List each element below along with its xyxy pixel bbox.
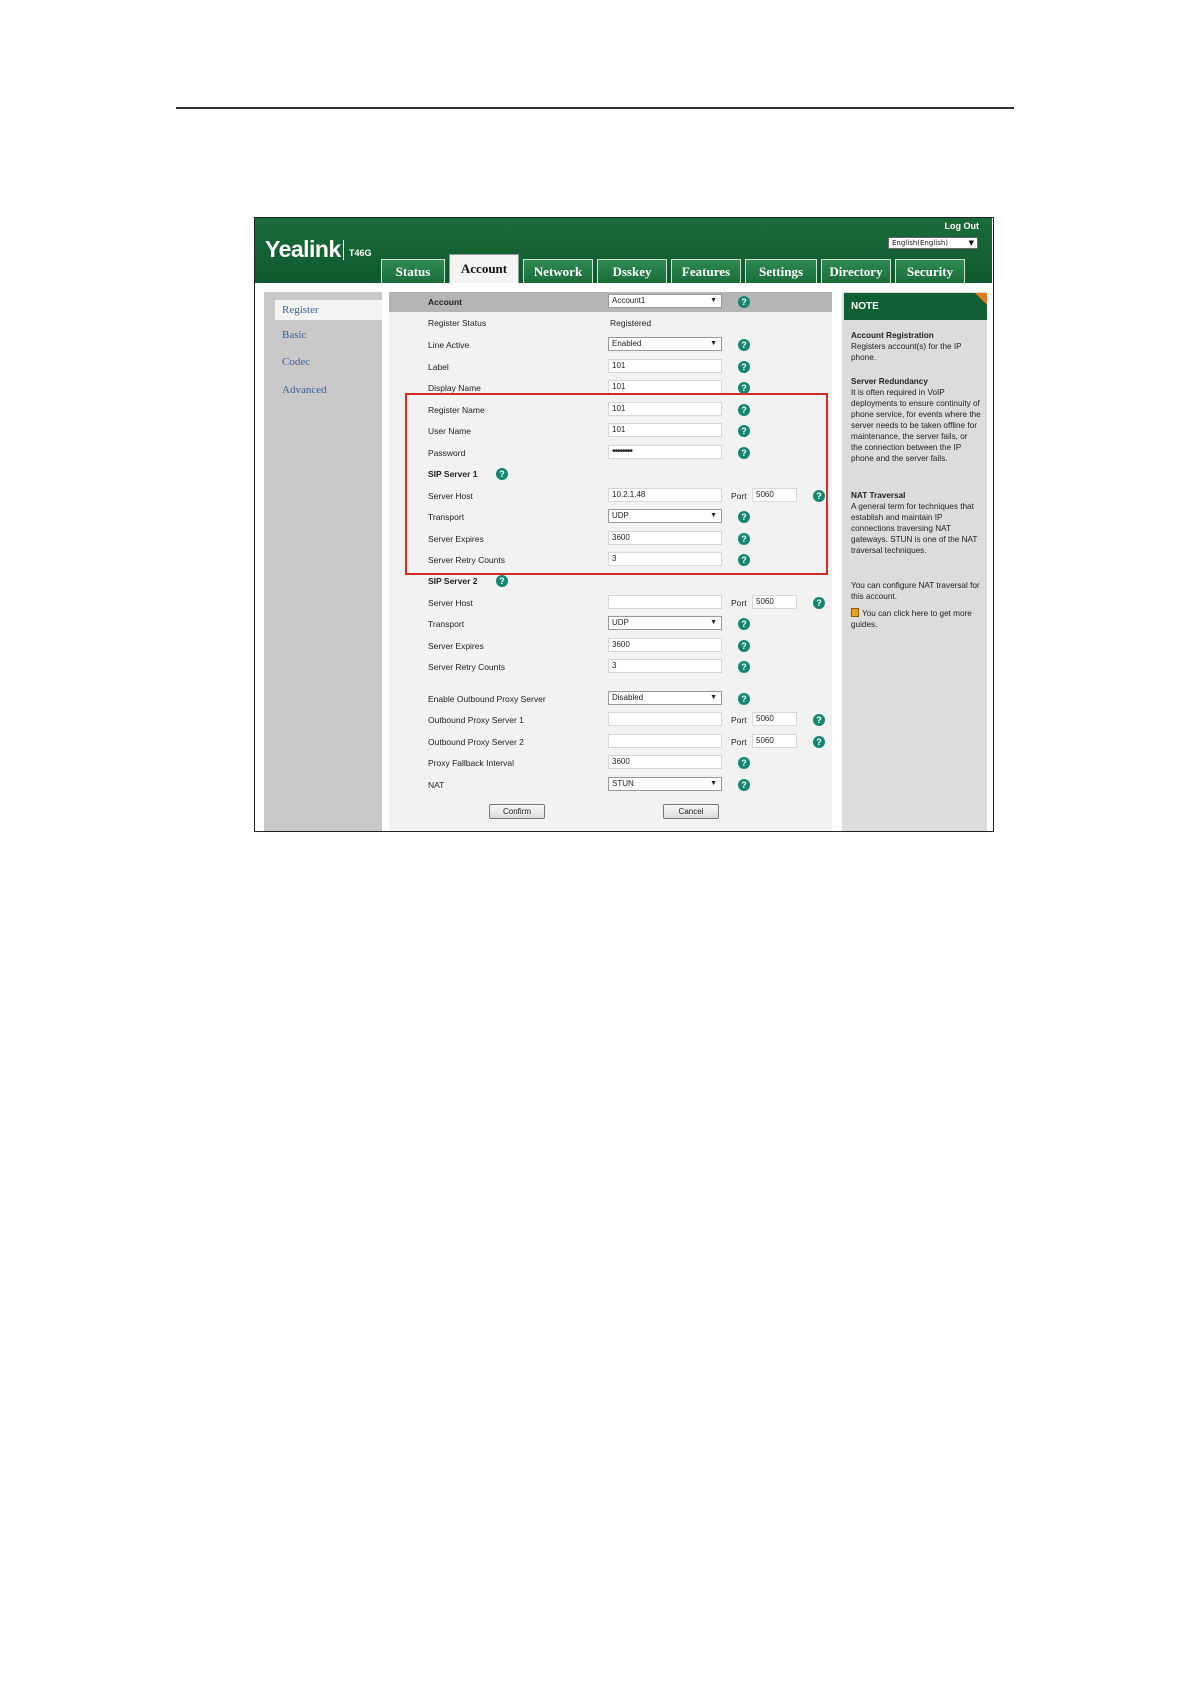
sip2-retry-counts-input[interactable]: 3 [608, 659, 722, 673]
help-icon[interactable]: ? [738, 296, 750, 308]
page-body [255, 283, 992, 832]
help-icon[interactable]: ? [813, 490, 825, 502]
note-red-title: Server Redundancy [851, 377, 928, 386]
user-name-input[interactable]: 101 [608, 423, 722, 437]
sip-server-1-heading: SIP Server 1 [428, 469, 478, 479]
outbound-enable-select[interactable] [608, 691, 722, 705]
help-icon[interactable]: ? [738, 425, 750, 437]
help-icon[interactable]: ? [738, 533, 750, 545]
outbound-proxy-2-port-label: Port [731, 737, 747, 747]
help-icon[interactable]: ? [738, 554, 750, 566]
help-icon[interactable]: ? [738, 382, 750, 394]
help-icon[interactable]: ? [738, 640, 750, 652]
top-banner [255, 218, 992, 283]
note-guide-link[interactable] [851, 608, 981, 630]
sip1-retry-counts-input[interactable]: 3 [608, 552, 722, 566]
help-icon[interactable]: ? [813, 714, 825, 726]
tab-directory[interactable]: Directory [821, 259, 891, 283]
sip2-server-host-label: Server Host [428, 598, 473, 608]
line-active-label: Line Active [428, 340, 470, 350]
sip1-retry-counts-label: Server Retry Counts [428, 555, 505, 565]
register-status-value: Registered [610, 318, 652, 328]
sip1-server-host-label: Server Host [428, 491, 473, 501]
outbound-proxy-1-label: Outbound Proxy Server 1 [428, 715, 524, 725]
sidebar [264, 292, 382, 832]
help-icon[interactable]: ? [813, 736, 825, 748]
sip1-transport-select[interactable] [608, 509, 722, 523]
help-icon[interactable]: ? [738, 757, 750, 769]
note-nat-text: A general term for techniques that establish and maintain IP connections traversing NAT gateways. STUN is one of the NAT traversal techniques. [851, 502, 978, 555]
sidebar-item-codec[interactable]: Codec [282, 356, 311, 368]
note-reg-text: Registers account(s) for the IP phone. [851, 342, 962, 362]
chevron-down-icon: ▼ [710, 297, 717, 304]
help-icon[interactable]: ? [738, 693, 750, 705]
chevron-down-icon: ▼ [710, 340, 717, 347]
sip1-transport-label: Transport [428, 512, 465, 522]
help-icon[interactable]: ? [738, 404, 750, 416]
label-input[interactable]: 101 [608, 359, 722, 373]
tab-dsskey[interactable]: Dsskey [597, 259, 667, 283]
sip1-port-label: Port [731, 491, 747, 501]
sidebar-item-register[interactable]: Register [275, 300, 382, 320]
sidebar-item-basic[interactable]: Basic [282, 329, 307, 341]
main-tabs [381, 254, 992, 283]
chevron-down-icon: ▼ [710, 512, 717, 519]
help-icon[interactable]: ? [738, 361, 750, 373]
note-corner-icon [975, 293, 987, 305]
nat-label: NAT [428, 780, 445, 790]
note-reg-title: Account Registration [851, 331, 934, 340]
line-active-value: Enabled [612, 339, 642, 348]
sip2-transport-label: Transport [428, 619, 465, 629]
sip-server-2-heading: SIP Server 2 [428, 576, 478, 586]
sip2-retry-counts-label: Server Retry Counts [428, 662, 505, 672]
sip1-transport-value: UDP [612, 511, 629, 520]
line-active-select[interactable] [608, 337, 722, 351]
note-nat-title: NAT Traversal [851, 491, 906, 500]
sip2-port-label: Port [731, 598, 747, 608]
help-icon[interactable]: ? [738, 447, 750, 459]
nat-value: STUN [612, 779, 634, 788]
tab-account[interactable]: Account [449, 254, 519, 283]
note-red-text: It is often required in VoIP deployments to ensure continuity of phone service, for events where the server needs to be taken offline for maintenance, the server fails, or the connection between the IP phone and the server fails. [851, 388, 981, 463]
help-icon[interactable]: ? [738, 661, 750, 673]
note-config-text: You can configure NAT traversal for this account. [851, 581, 980, 601]
account-value: Account1 [612, 296, 646, 305]
note-nat-traversal [851, 490, 981, 556]
sip1-port-input[interactable]: 5060 [752, 488, 797, 502]
outbound-proxy-1-port-input[interactable]: 5060 [752, 712, 797, 726]
outbound-proxy-2-port-input[interactable]: 5060 [752, 734, 797, 748]
register-status-label: Register Status [428, 318, 487, 328]
help-icon[interactable]: ? [813, 597, 825, 609]
logout-link[interactable]: Log Out [944, 221, 979, 231]
sip2-server-expires-input[interactable]: 3600 [608, 638, 722, 652]
language-select[interactable] [888, 237, 978, 249]
outbound-proxy-1-input[interactable] [608, 712, 722, 726]
register-name-label: Register Name [428, 405, 485, 415]
nat-select[interactable] [608, 777, 722, 791]
language-value: English(English) [892, 239, 949, 247]
outbound-proxy-2-label: Outbound Proxy Server 2 [428, 737, 524, 747]
book-icon [851, 608, 859, 617]
tab-security[interactable]: Security [895, 259, 965, 283]
note-server-redundancy [851, 376, 981, 464]
yealink-logo: Yealink [265, 236, 341, 262]
note-guide-text: You can click here to get more guides. [851, 609, 972, 629]
chevron-down-icon: ▼ [710, 694, 717, 701]
note-account-registration [851, 330, 981, 363]
sip2-server-expires-label: Server Expires [428, 641, 484, 651]
outbound-proxy-2-input[interactable] [608, 734, 722, 748]
page-header-rule [176, 107, 1014, 109]
sip2-port-input[interactable]: 5060 [752, 595, 797, 609]
help-icon[interactable]: ? [738, 339, 750, 351]
sip2-server-host-input[interactable] [608, 595, 722, 609]
browser-screenshot [254, 217, 994, 832]
chevron-down-icon: ▼ [968, 239, 974, 247]
cancel-button[interactable]: Cancel [663, 804, 719, 819]
sip2-transport-select[interactable] [608, 616, 722, 630]
label-field-label: Label [428, 362, 449, 372]
outbound-enable-label: Enable Outbound Proxy Server [428, 694, 546, 704]
register-name-input[interactable]: 101 [608, 402, 722, 416]
tab-network[interactable]: Network [523, 259, 593, 283]
user-name-label: User Name [428, 426, 471, 436]
proxy-fallback-label: Proxy Fallback Interval [428, 758, 514, 768]
help-icon[interactable]: ? [738, 779, 750, 791]
chevron-down-icon: ▼ [710, 780, 717, 787]
display-name-input[interactable]: 101 [608, 380, 722, 394]
confirm-button[interactable]: Confirm [489, 804, 545, 819]
account-label: Account [428, 297, 462, 307]
tab-settings[interactable]: Settings [745, 259, 817, 283]
tab-features[interactable]: Features [671, 259, 741, 283]
password-input[interactable]: •••••••• [608, 445, 722, 459]
tab-status[interactable]: Status [381, 259, 445, 283]
password-label: Password [428, 448, 466, 458]
help-icon[interactable]: ? [738, 618, 750, 630]
help-icon[interactable]: ? [738, 511, 750, 523]
sip1-server-expires-label: Server Expires [428, 534, 484, 544]
proxy-fallback-input[interactable]: 3600 [608, 755, 722, 769]
sip2-transport-value: UDP [612, 618, 629, 627]
sip1-server-host-input[interactable]: 10.2.1.48 [608, 488, 722, 502]
sidebar-item-advanced[interactable]: Advanced [282, 384, 327, 396]
sip1-server-expires-input[interactable]: 3600 [608, 531, 722, 545]
chevron-down-icon: ▼ [710, 619, 717, 626]
outbound-proxy-1-port-label: Port [731, 715, 747, 725]
note-title: NOTE [844, 293, 987, 320]
outbound-enable-value: Disabled [612, 693, 644, 702]
help-icon[interactable]: ? [496, 468, 508, 480]
model-label: T46G [349, 248, 372, 258]
logo-divider [343, 240, 344, 260]
display-name-label: Display Name [428, 383, 481, 393]
account-select[interactable] [608, 294, 722, 308]
note-panel [842, 292, 987, 832]
help-icon[interactable]: ? [496, 575, 508, 587]
